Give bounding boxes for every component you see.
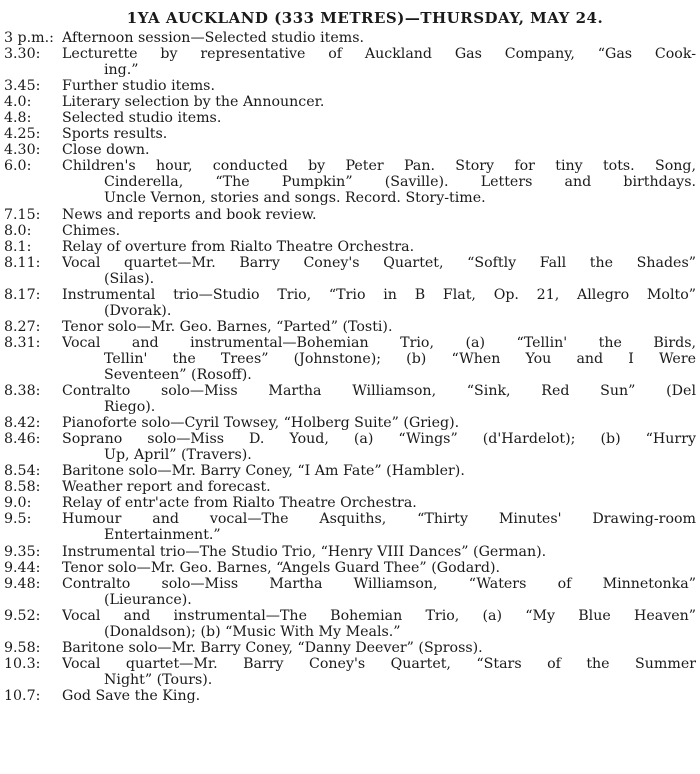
entry-line: Soprano solo—Miss D. Youd, (a) “Wings” (d'Hardelot); (b) “Hurry xyxy=(62,431,696,448)
entry-time: 8.42: xyxy=(4,415,41,432)
entry-line: ing.” xyxy=(104,62,139,79)
programme-entry xyxy=(4,126,696,142)
entry-description xyxy=(62,287,696,319)
entry-description xyxy=(62,511,696,543)
programme-entry xyxy=(4,78,696,94)
programme-entry xyxy=(4,94,696,110)
entry-line: Vocal and instrumental—Bohemian Trio, (a) “Tellin' the Birds, xyxy=(62,334,696,351)
entry-time: 9.35: xyxy=(4,543,41,560)
entry-description xyxy=(62,640,696,656)
entry-time: 10.7: xyxy=(4,687,41,704)
entry-time: 9.0: xyxy=(4,495,32,512)
entry-line: Weather report and forecast. xyxy=(62,479,271,496)
entry-time: 8.0: xyxy=(4,222,32,239)
entry-description xyxy=(62,415,696,431)
entry-line: Contralto solo—Miss Martha Williamson, “Sink, Red Sun” (Del xyxy=(62,383,696,400)
programme-entry xyxy=(4,608,696,640)
entry-line: Relay of overture from Rialto Theatre Orchestra. xyxy=(62,238,415,255)
entry-description xyxy=(62,431,696,463)
entry-time: 4.25: xyxy=(4,126,41,143)
programme-entry xyxy=(4,223,696,239)
entry-line: Sports results. xyxy=(62,126,168,143)
entry-line: Riego). xyxy=(104,399,156,416)
entry-time: 8.54: xyxy=(4,463,41,480)
entry-time: 8.38: xyxy=(4,383,41,400)
entry-time: 3 p.m.: xyxy=(4,30,54,46)
entry-description xyxy=(62,78,696,94)
entry-description xyxy=(62,544,696,560)
entry-line: Cinderella, “The Pumpkin” (Saville). Letters and birthdays. xyxy=(104,174,696,191)
entry-time: 8.46: xyxy=(4,431,41,448)
entry-description xyxy=(62,335,696,383)
entry-description xyxy=(62,239,696,255)
entry-time: 6.0: xyxy=(4,158,32,175)
entry-time: 8.58: xyxy=(4,479,41,496)
entry-description xyxy=(62,207,696,223)
entry-line: Tellin' the Trees” (Johnstone); (b) “When You and I Were xyxy=(104,350,696,367)
entry-line: Uncle Vernon, stories and songs. Record. Story-time. xyxy=(104,190,486,207)
entry-line: Baritone solo—Mr. Barry Coney, “Danny Deever” (Spross). xyxy=(62,639,483,656)
entry-line: Literary selection by the Announcer. xyxy=(62,94,325,111)
programme-entry xyxy=(4,463,696,479)
entry-line: Pianoforte solo—Cyril Towsey, “Holberg Suite” (Grieg). xyxy=(62,415,460,432)
programme-entry xyxy=(4,319,696,335)
entry-time: 8.1: xyxy=(4,238,32,255)
entry-description xyxy=(62,223,696,239)
entry-line: Night” (Tours). xyxy=(104,671,213,688)
entry-line: God Save the King. xyxy=(62,687,201,704)
entry-time: 4.30: xyxy=(4,142,41,159)
entry-description xyxy=(62,319,696,335)
entry-line: Lecturette by representative of Auckland Gas Company, “Gas Cook- xyxy=(62,46,696,63)
entry-description xyxy=(62,688,696,704)
entry-description xyxy=(62,126,696,142)
entry-description xyxy=(62,46,696,78)
entry-line: Close down. xyxy=(62,142,150,159)
entry-line: Afternoon session—Selected studio items. xyxy=(62,30,364,46)
entry-description xyxy=(62,479,696,495)
entry-description xyxy=(62,656,696,688)
entry-description xyxy=(62,94,696,110)
entry-line: News and reports and book review. xyxy=(62,206,317,223)
programme-heading: 1YA AUCKLAND (333 METRES)—THURSDAY, MAY 24. xyxy=(126,9,604,27)
programme-entry xyxy=(4,495,696,511)
entry-description xyxy=(62,576,696,608)
programme-entry xyxy=(4,576,696,608)
entry-time: 9.5: xyxy=(4,511,32,528)
entry-description xyxy=(62,142,696,158)
entry-time: 8.11: xyxy=(4,254,41,271)
entry-line: (Donaldson); (b) “Music With My Meals.” xyxy=(104,623,401,640)
programme-entry xyxy=(4,383,696,415)
entry-line: Relay of entr'acte from Rialto Theatre Orchestra. xyxy=(62,495,417,512)
entry-time: 9.48: xyxy=(4,575,41,592)
programme-entry xyxy=(4,479,696,495)
entry-description xyxy=(62,608,696,640)
entry-line: Chimes. xyxy=(62,222,121,239)
entry-description xyxy=(62,158,696,206)
programme-entries xyxy=(4,30,696,704)
entry-time: 8.27: xyxy=(4,318,41,335)
entry-time: 9.52: xyxy=(4,607,41,624)
programme-entry xyxy=(4,255,696,287)
entry-line: Entertainment.” xyxy=(104,527,221,544)
programme-entry xyxy=(4,415,696,431)
entry-line: Vocal quartet—Mr. Barry Coney's Quartet, “Stars of the Summer xyxy=(62,655,696,672)
entry-line: Up, April” (Travers). xyxy=(104,447,252,464)
entry-time: 9.44: xyxy=(4,559,41,576)
entry-line: (Lieurance). xyxy=(104,591,192,608)
entry-time: 3.45: xyxy=(4,78,41,95)
programme-entry xyxy=(4,207,696,223)
entry-line: Contralto solo—Miss Martha Williamson, “Waters of Minnetonka” xyxy=(62,575,696,592)
programme-entry xyxy=(4,142,696,158)
programme-entry xyxy=(4,110,696,126)
entry-line: Selected studio items. xyxy=(62,110,222,127)
entry-time: 7.15: xyxy=(4,206,41,223)
entry-time: 10.3: xyxy=(4,655,41,672)
entry-time: 9.58: xyxy=(4,639,41,656)
programme-entry xyxy=(4,158,696,206)
programme-entry xyxy=(4,46,696,78)
entry-time: 4.0: xyxy=(4,94,32,111)
entry-description xyxy=(62,560,696,576)
entry-line: Vocal and instrumental—The Bohemian Trio, (a) “My Blue Heaven” xyxy=(62,607,696,624)
entry-line: Children's hour, conducted by Peter Pan. Story for tiny tots. Song, xyxy=(62,158,696,175)
programme-entry xyxy=(4,30,696,46)
entry-description xyxy=(62,495,696,511)
entry-line: Baritone solo—Mr. Barry Coney, “I Am Fate” (Hambler). xyxy=(62,463,465,480)
programme-entry xyxy=(4,431,696,463)
programme-entry xyxy=(4,239,696,255)
programme-entry xyxy=(4,287,696,319)
entry-line: Instrumental trio—The Studio Trio, “Henry VIII Dances” (German). xyxy=(62,543,547,560)
entry-line: Further studio items. xyxy=(62,78,215,95)
entry-line: Vocal quartet—Mr. Barry Coney's Quartet, “Softly Fall the Shades” xyxy=(62,254,696,271)
entry-time: 3.30: xyxy=(4,46,41,63)
entry-time: 4.8: xyxy=(4,110,32,127)
entry-line: (Silas). xyxy=(104,270,155,287)
programme-entry xyxy=(4,511,696,543)
programme-entry xyxy=(4,560,696,576)
programme-entry xyxy=(4,656,696,688)
entry-line: Humour and vocal—The Asquiths, “Thirty Minutes' Drawing-room xyxy=(62,511,696,528)
entry-description xyxy=(62,255,696,287)
entry-description xyxy=(62,30,696,46)
entry-time: 8.17: xyxy=(4,286,41,303)
programme-entry xyxy=(4,640,696,656)
entry-description xyxy=(62,383,696,415)
entry-line: (Dvorak). xyxy=(104,302,172,319)
entry-description xyxy=(62,110,696,126)
entry-description xyxy=(62,463,696,479)
entry-time: 8.31: xyxy=(4,334,41,351)
programme-entry xyxy=(4,544,696,560)
entry-line: Instrumental trio—Studio Trio, “Trio in B Flat, Op. 21, Allegro Molto” xyxy=(62,286,696,303)
entry-line: Tenor solo—Mr. Geo. Barnes, “Angels Guard Thee” (Godard). xyxy=(62,559,501,576)
programme-entry xyxy=(4,335,696,383)
entry-line: Seventeen” (Rosoff). xyxy=(104,366,252,383)
entry-line: Tenor solo—Mr. Geo. Barnes, “Parted” (Tosti). xyxy=(62,318,393,335)
programme-entry xyxy=(4,688,696,704)
